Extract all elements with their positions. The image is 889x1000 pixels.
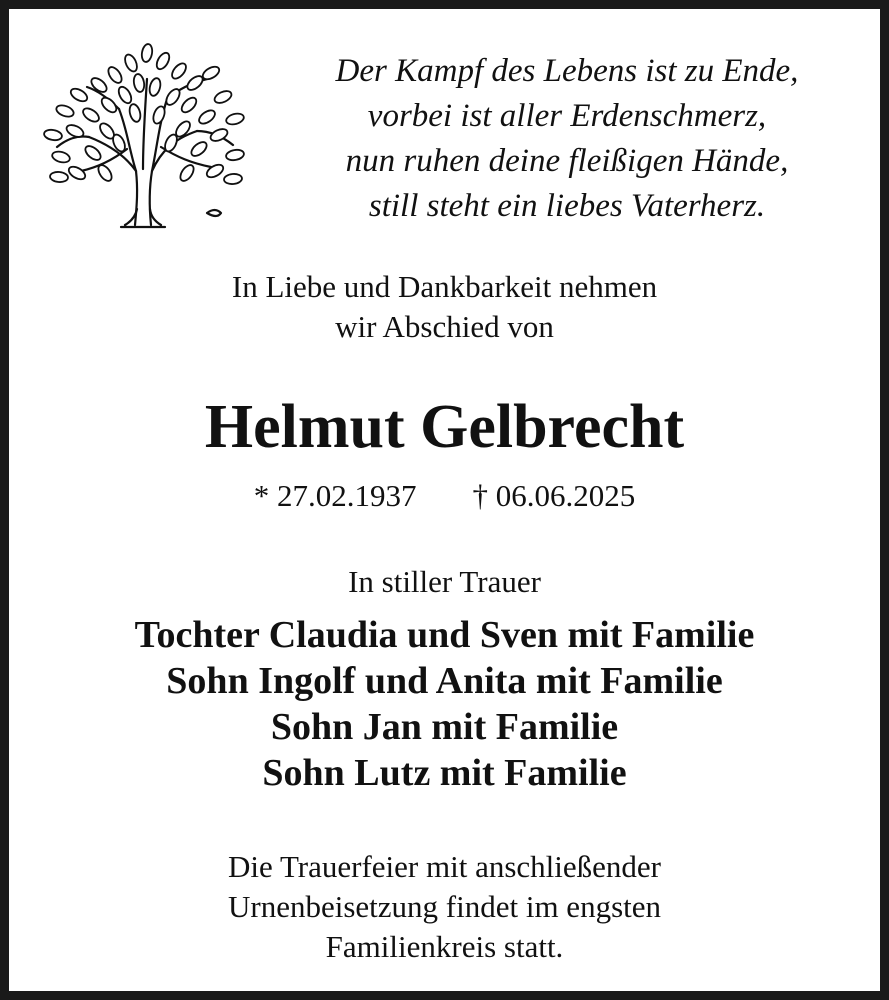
tree-icon — [39, 39, 249, 235]
intro-line: wir Abschied von — [335, 309, 554, 344]
intro-line: In Liebe und Dankbarkeit nehmen — [231, 269, 658, 304]
intro-text — [9, 267, 880, 347]
poem-line: Der Kampf des Lebens ist zu Ende, — [335, 53, 799, 89]
mourner-entry: Sohn Lutz mit Familie — [262, 752, 627, 794]
mourners-list — [9, 612, 880, 796]
death-date: † 06.06.2025 — [472, 478, 636, 513]
poem-line: still steht ein liebes Vaterherz. — [368, 188, 766, 224]
poem-line: vorbei ist aller Erdenschmerz, — [367, 98, 767, 134]
funeral-notice-line: Familienkreis statt. — [325, 929, 564, 964]
mourner-entry: Sohn Ingolf und Anita mit Familie — [166, 660, 723, 702]
life-dates — [9, 476, 880, 516]
deceased-name: Helmut Gelbrecht — [204, 393, 685, 461]
funeral-notice-line: Urnenbeisetzung findet im engsten — [227, 889, 662, 924]
funeral-notice-line: Die Trauerfeier mit anschließender — [228, 849, 661, 884]
mourning-line: In stiller Trauer — [348, 564, 541, 599]
funeral-notice — [9, 847, 880, 967]
mourner-entry: Sohn Jan mit Familie — [270, 706, 619, 748]
birth-date: * 27.02.1937 — [253, 478, 417, 513]
poem — [267, 49, 867, 229]
poem-line: nun ruhen deine fleißigen Hände, — [345, 143, 789, 179]
mourner-entry: Tochter Claudia und Sven mit Familie — [134, 614, 755, 656]
